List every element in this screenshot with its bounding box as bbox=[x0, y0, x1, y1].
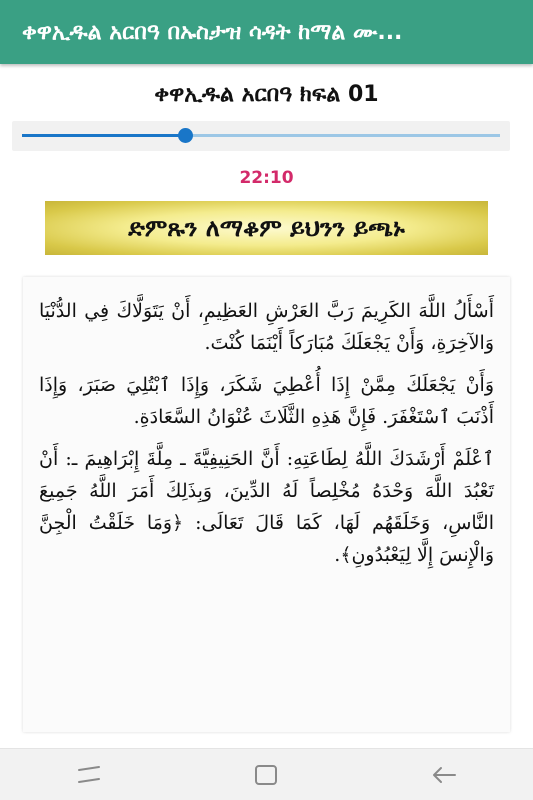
recent-apps-icon bbox=[76, 765, 102, 785]
text-paragraph-1: أَسْأَلُ اللَّهَ الكَرِيمَ رَبَّ العَرْشِ العَظِيمِ، أَنْ يَتَوَلَّاكَ فِي الدُّنْيَا وَالآخِرَةِ، وَأَنْ يَجْعَلَكَ مُبَارَكاً أَيْنَمَا كُنْتَ. bbox=[39, 300, 494, 354]
stop-audio-button[interactable] bbox=[45, 201, 488, 255]
home-square-icon bbox=[254, 764, 278, 786]
back-arrow-icon bbox=[431, 765, 457, 785]
seek-progress bbox=[22, 134, 185, 137]
text-paragraph-3: ٱعْلَمْ أَرْشَدَكَ اللَّهُ لِطَاعَتِهِ: أَنَّ الحَنِيفِيَّةَ ـ مِلَّةَ إِبْرَاهِيمَ ـ: أَنْ تَعْبُدَ اللَّهَ وَحْدَهُ مُخْلِصاً لَهُ الدِّينَ، وَبِذَلِكَ أَمَرَ اللَّهُ جَمِيعَ النَّاسِ، وَخَلَقَهُم لَهَا، كَمَا قَالَ تَعَالَى: ﴿وَمَا خَلَقْتُ الْجِنَّ وَالْإِنسَ إِلَّا لِيَعْبُدُونِ﴾. bbox=[39, 448, 494, 566]
text-paragraph-2: وَأَنْ يَجْعَلَكَ مِمَّنْ إِذَا أُعْطِيَ شَكَرَ، وَإِذَا ٱبْتُلِيَ صَبَرَ، وَإِذَا أَذْنَبَ ٱسْتَغْفَرَ. فَإِنَّ هَذِهِ الثَّلَاثَ عُنْوَانُ السَّعَادَةِ. bbox=[39, 374, 494, 428]
app-bar bbox=[0, 0, 533, 64]
seek-bar[interactable] bbox=[12, 121, 510, 151]
seek-thumb[interactable] bbox=[178, 128, 193, 143]
recent-apps-button[interactable] bbox=[59, 755, 119, 795]
system-navigation-bar bbox=[0, 748, 533, 800]
home-button[interactable] bbox=[236, 755, 296, 795]
app-title: ቀዋኢዱል አርበዓ በኡስታዝ ሳዳት ከማል ሙ... bbox=[22, 19, 403, 45]
player-screen bbox=[0, 64, 533, 748]
seek-track bbox=[22, 134, 500, 137]
track-title: ቀዋኢዱል አርበዓ ክፍል 01 bbox=[154, 82, 379, 107]
back-button[interactable] bbox=[414, 755, 474, 795]
stop-audio-button-label: ድምጹን ለማቆም ይህንን ይጫኑ bbox=[128, 214, 405, 242]
elapsed-time: 22:10 bbox=[239, 168, 294, 188]
text-card bbox=[23, 277, 510, 732]
